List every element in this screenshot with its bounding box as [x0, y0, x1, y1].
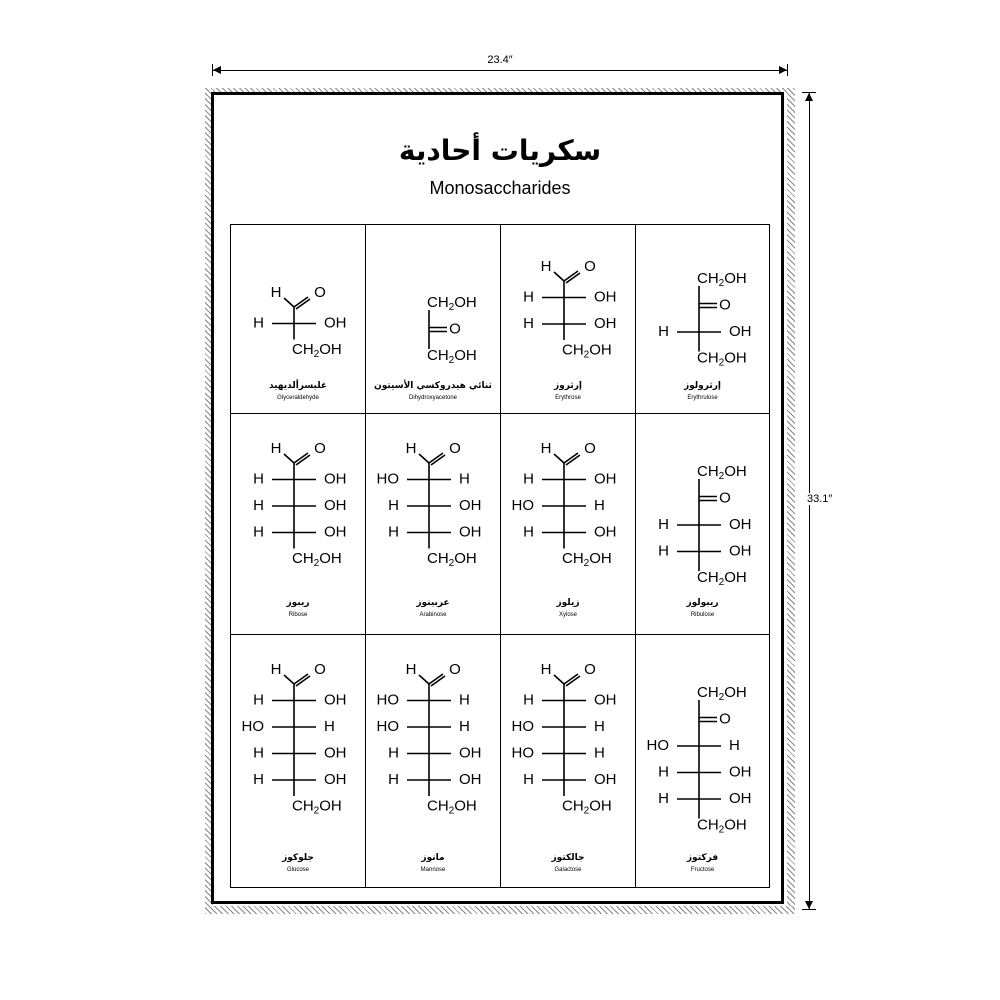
substituent-right: H [324, 717, 335, 735]
substituent-right: OH [729, 789, 752, 807]
carbonyl-oxygen: O [314, 283, 326, 301]
molecule-name-english: Mannose [420, 867, 446, 873]
substituent-right: OH [324, 314, 347, 332]
molecule-name-arabic: ثنائي هيدروكسي الأسيتون [374, 381, 492, 391]
substituent-left: HO [376, 470, 399, 488]
substituent-right: OH [324, 744, 347, 762]
aldehyde-hydrogen: H [405, 439, 417, 457]
bottom-ch2oh: $CH_2OH$ [697, 568, 747, 588]
aldehyde-bond [419, 454, 429, 463]
substituent-left: H [253, 744, 264, 762]
molecule-name-arabic: إرثروز [553, 381, 583, 391]
substituent-left: H [523, 691, 534, 709]
substituent-right: H [594, 717, 605, 735]
aldehyde-hydrogen: H [540, 257, 552, 275]
ketone-oxygen: O [719, 710, 731, 728]
carbonyl-oxygen: O [449, 439, 461, 457]
aldehyde-bond [554, 675, 564, 684]
terminal-ch2oh: $CH_2OH$ [562, 549, 612, 569]
molecule-name-english: Glucose [286, 867, 309, 873]
substituent-right: H [459, 717, 470, 735]
bottom-ch2oh: $CH_2OH$ [697, 349, 747, 369]
substituent-left: H [523, 314, 534, 332]
carbonyl-oxygen: O [314, 660, 326, 678]
molecule-name-arabic: عربينوز [416, 598, 450, 608]
substituent-left: H [253, 496, 264, 514]
substituent-right: OH [594, 314, 617, 332]
molecule-card-galactose [501, 635, 636, 887]
substituent-right: OH [324, 523, 347, 541]
molecule-card-glyceraldehyde [231, 225, 366, 414]
aldehyde-bond [554, 454, 564, 463]
substituent-right: OH [324, 770, 347, 788]
molecule-name-english: Xylose [558, 612, 577, 618]
substituent-left: HO [511, 496, 534, 514]
fischer-projection-galactose [501, 635, 636, 887]
molecule-card-glucose [231, 635, 366, 887]
molecule-card-erythrose [501, 225, 636, 414]
substituent-left: HO [511, 744, 534, 762]
terminal-ch2oh: $CH_2OH$ [292, 340, 342, 360]
substituent-left: H [658, 322, 669, 340]
substituent-left: H [388, 496, 399, 514]
substituent-right: OH [459, 496, 482, 514]
molecule-card-xylose [501, 414, 636, 635]
molecule-name-arabic: إرثرولوز [683, 381, 722, 391]
substituent-left: H [388, 744, 399, 762]
molecule-card-mannose [366, 635, 501, 887]
wall-hatch-right [787, 88, 795, 914]
substituent-left: H [253, 470, 264, 488]
substituent-right: OH [729, 542, 752, 560]
height-dimension-label: 33.1″ [807, 493, 847, 505]
substituent-right: OH [729, 515, 752, 533]
aldehyde-hydrogen: H [270, 439, 282, 457]
substituent-right: H [594, 744, 605, 762]
substituent-left: H [658, 789, 669, 807]
molecule-name-arabic: غليسرألديهيد [268, 381, 328, 391]
molecule-name-english: Ribose [288, 612, 308, 618]
substituent-left: H [658, 515, 669, 533]
aldehyde-hydrogen: H [540, 660, 552, 678]
molecule-name-english: Erythrulose [687, 395, 718, 401]
carbonyl-oxygen: O [584, 439, 596, 457]
carbonyl-oxygen: O [449, 660, 461, 678]
substituent-right: OH [729, 763, 752, 781]
substituent-right: OH [729, 322, 752, 340]
aldehyde-bond [419, 675, 429, 684]
ketone-oxygen: O [719, 296, 731, 314]
substituent-right: OH [594, 288, 617, 306]
substituent-left: HO [646, 736, 669, 754]
terminal-ch2oh: $CH_2OH$ [562, 797, 612, 817]
terminal-ch2oh: $CH_2OH$ [292, 549, 342, 569]
substituent-right: OH [324, 691, 347, 709]
terminal-ch2oh: $CH_2OH$ [562, 341, 612, 361]
molecule-card-dihydroxyacetone [366, 225, 501, 414]
molecule-name-english: Ribulose [690, 612, 715, 618]
ketone-oxygen: O [449, 320, 461, 338]
fischer-projection-mannose [366, 635, 501, 887]
substituent-right: OH [594, 691, 617, 709]
substituent-right: OH [324, 470, 347, 488]
molecule-name-arabic: جالكتوز [551, 853, 585, 863]
bottom-ch2oh: $CH_2OH$ [427, 346, 477, 366]
monosaccharide-grid [230, 224, 770, 888]
substituent-left: HO [376, 691, 399, 709]
substituent-right: OH [594, 770, 617, 788]
substituent-right: OH [459, 770, 482, 788]
top-ch2oh: $CH_2OH$ [697, 683, 747, 703]
substituent-left: H [253, 770, 264, 788]
substituent-left: H [523, 288, 534, 306]
terminal-ch2oh: $CH_2OH$ [292, 797, 342, 817]
top-ch2oh: $CH_2OH$ [697, 269, 747, 289]
molecule-name-arabic: مانوز [421, 853, 445, 863]
terminal-ch2oh: $CH_2OH$ [427, 797, 477, 817]
substituent-right: H [594, 496, 605, 514]
molecule-name-arabic: ريبولوز [686, 598, 719, 608]
molecule-card-arabinose [366, 414, 501, 635]
substituent-left: H [388, 523, 399, 541]
substituent-left: H [523, 523, 534, 541]
substituent-left: H [523, 770, 534, 788]
molecule-name-english: Dihydroxyacetone [408, 395, 458, 401]
width-dimension-label: 23.4″ [470, 54, 530, 66]
aldehyde-hydrogen: H [405, 660, 417, 678]
ketone-oxygen: O [719, 489, 731, 507]
terminal-ch2oh: $CH_2OH$ [427, 549, 477, 569]
substituent-left: HO [241, 717, 264, 735]
aldehyde-hydrogen: H [540, 439, 552, 457]
substituent-left: H [658, 763, 669, 781]
substituent-right: H [459, 691, 470, 709]
molecule-name-arabic: فركتوز [686, 853, 719, 863]
substituent-left: H [253, 523, 264, 541]
fischer-projection-fructose [636, 635, 769, 887]
substituent-right: OH [594, 523, 617, 541]
substituent-right: OH [594, 470, 617, 488]
carbonyl-oxygen: O [584, 257, 596, 275]
substituent-right: H [729, 736, 740, 754]
substituent-left: H [253, 691, 264, 709]
wall-hatch-bottom [205, 906, 795, 914]
carbonyl-oxygen: O [584, 660, 596, 678]
substituent-left: H [523, 470, 534, 488]
molecule-name-arabic: ريبوز [286, 598, 310, 608]
substituent-left: HO [376, 717, 399, 735]
aldehyde-bond [284, 298, 294, 307]
substituent-left: H [658, 542, 669, 560]
fischer-projection-glucose [231, 635, 366, 887]
poster-title-english: Monosaccharides [429, 178, 571, 198]
substituent-right: OH [459, 523, 482, 541]
molecule-card-erythrulose [636, 225, 769, 414]
aldehyde-hydrogen: H [270, 660, 282, 678]
substituent-left: H [253, 314, 264, 332]
molecule-name-english: Glyceraldehyde [277, 395, 319, 401]
bottom-ch2oh: $CH_2OH$ [697, 816, 747, 836]
molecule-name-arabic: زيلوز [556, 598, 580, 608]
top-ch2oh: $CH_2OH$ [697, 462, 747, 482]
carbonyl-oxygen: O [314, 439, 326, 457]
substituent-left: HO [511, 717, 534, 735]
poster-title-arabic: سكريات أحادية [398, 134, 602, 167]
aldehyde-hydrogen: H [270, 283, 282, 301]
molecule-name-english: Fructose [690, 867, 715, 873]
molecule-name-arabic: جلوكوز [282, 853, 314, 863]
molecule-card-fructose [636, 635, 769, 887]
aldehyde-bond [284, 454, 294, 463]
aldehyde-bond [554, 272, 564, 281]
substituent-left: H [388, 770, 399, 788]
molecule-name-english: Arabinose [419, 612, 447, 618]
aldehyde-bond [284, 675, 294, 684]
substituent-right: H [459, 470, 470, 488]
substituent-right: OH [459, 744, 482, 762]
molecule-card-ribulose [636, 414, 769, 635]
molecule-name-english: Galactose [554, 867, 582, 873]
top-ch2oh: $CH_2OH$ [427, 293, 477, 313]
substituent-right: OH [324, 496, 347, 514]
molecule-name-english: Erythrose [555, 395, 581, 401]
molecule-card-ribose [231, 414, 366, 635]
